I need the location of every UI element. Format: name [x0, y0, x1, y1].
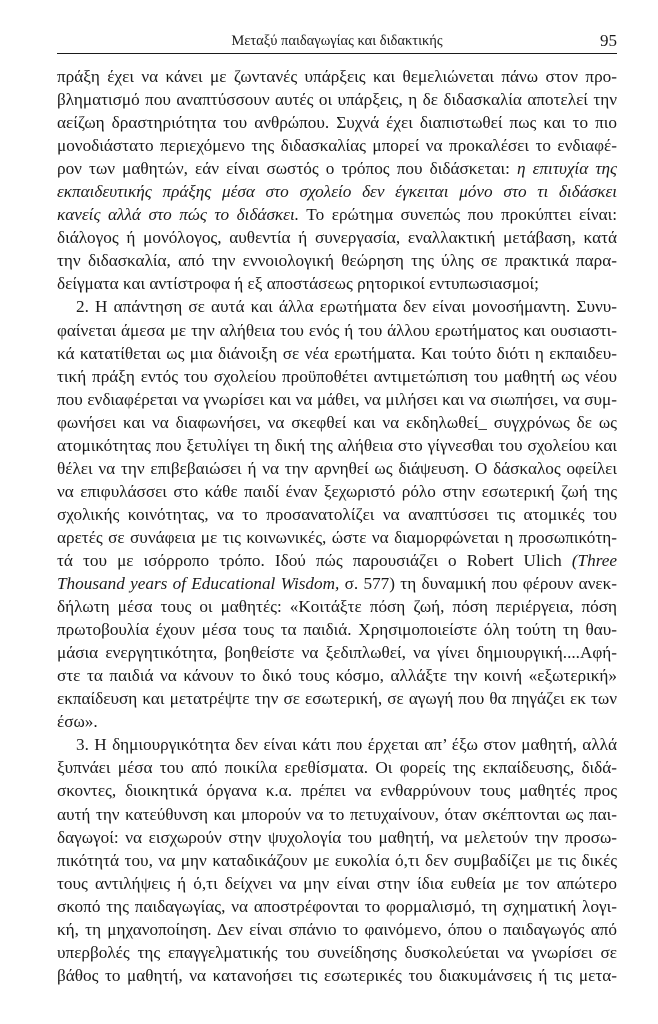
text-segment: να επιφυλάσσει στο κάθε παιδί έναν ξεχωριστό ρόλο στην εσωτερική ζωή της	[57, 481, 617, 501]
text-line	[57, 226, 617, 249]
book-page	[57, 0, 617, 1024]
text-line	[57, 664, 617, 687]
text-line	[57, 572, 617, 595]
text-segment: φωνήσει και να διαφωνήσει, να σκεφθεί και να εκδηλωθεί_ συγχρόνως δε ως	[57, 412, 617, 432]
text-line	[57, 365, 617, 388]
text-segment: διάλογος ή μονόλογος, αυθεντία ή συνεργασία, εναλλακτική μετάβαση, κατά	[57, 228, 617, 248]
text-segment: που ενδιαφέρεται να γνωρίσει και να μάθει, να μιλήσει και να σιωπήσει, να συμ-	[57, 389, 617, 409]
text-line	[57, 826, 617, 849]
text-segment: ξυπνάει μέσα του από ποικίλα ερεθίσματα. Οι φορείς της εκπαίδευσης, διδά-	[57, 758, 617, 778]
text-line	[57, 134, 617, 157]
text-segment: αυτή την κατεύθυνση και μπορούν να το πετυχαίνουν, όταν σκέπτονται ως παι-	[57, 804, 617, 824]
running-title: Μεταξύ παιδαγωγίας και διδακτικής	[231, 33, 443, 49]
text-line	[57, 111, 617, 134]
text-line	[57, 803, 617, 826]
text-segment: τά του με ισόρροπο τρόπο. Ιδού πώς παρουσιάζει ο Robert Ulich	[57, 550, 572, 570]
text-line	[57, 918, 617, 941]
text-segment: στε τα παιδιά να κάνουν το δικό τους κόσμο, αλλάξτε την κοινή «εξωτερική»	[57, 666, 617, 686]
text-segment: εκπαίδευση και μετατρέψτε την σε εσωτερική, σε αγωγή που θα πηγάζει εκ των	[57, 689, 617, 709]
text-segment: 3. Η δημιουργικότητα δεν είναι κάτι που έρχεται απ’ έξω στον μαθητή, αλλά	[76, 735, 617, 755]
text-line	[57, 687, 617, 710]
text-segment: υπερβολές της επαγγελματικής του συνείδησης δυσκολεύεται να γνωρίσει σε	[57, 942, 617, 962]
text-line	[57, 779, 617, 802]
text-line	[57, 526, 617, 549]
text-segment: αείζωη δραστηριότητα του ανθρώπου. Συχνά έχει διαπιστωθεί πως και το πιο	[57, 113, 617, 133]
text-segment: δείγματα και αντίστροφα ή εξ αποστάσεως ρητορικοί εντυπωσιασμοί;	[57, 274, 539, 294]
text-segment: σχολικής κοινότητας, να το προσανατολίζει να αναπτύσσει τις ατομικές του	[57, 504, 617, 524]
running-header	[57, 31, 617, 54]
text-line	[57, 964, 617, 987]
text-line	[57, 480, 617, 503]
text-segment: μάσια ενεργητικότητα, βοηθείστε να ξεδιπλωθεί, να γίνει δημιουργική....Αφή-	[57, 643, 617, 663]
text-line	[57, 65, 617, 88]
text-line	[57, 756, 617, 779]
text-segment: σκοπό της παιδαγωγίας, να αποστρέφονται το φορμαλισμό, τη σχηματική λογι-	[57, 896, 617, 916]
text-segment: κή, τη μηχανοποίηση. Δεν είναι σπάνιο το φαινόμενο, όπου ο παιδαγωγός από	[57, 919, 617, 939]
italic-text-segment: (Three	[571, 550, 617, 570]
text-line	[57, 941, 617, 964]
text-line	[57, 388, 617, 411]
text-line	[57, 319, 617, 342]
text-segment: έσω».	[57, 712, 98, 732]
text-segment: Το ερώτημα συνεπώς που προκύπτει είναι:	[299, 205, 617, 225]
text-segment: βάθος το μαθητή, να κατανοήσει τις εσωτερικές του διακυμάνσεις ή τις μετα-	[57, 965, 617, 985]
text-segment: θέλει να την επιβεβαιώσει ή να την αρνηθεί ως διάψευση. Ο δάσκαλος οφείλει	[57, 458, 617, 478]
text-line	[57, 203, 617, 226]
text-segment: τους αντιλήψεις ή ό,τι δείχνει να μην είναι στην ίδια ευθεία με τον απώτερο	[57, 873, 617, 893]
text-segment: την διδασκαλία, από την εννοιολογική θεώρηση της ύλης σε πρακτικά παρα-	[57, 251, 617, 271]
text-line	[57, 157, 617, 180]
text-line	[57, 895, 617, 918]
text-line	[57, 503, 617, 526]
text-segment: αρετές σε συνάφεια με τις κοινωνικές, ώστε να διαμορφώνεται η προσωπικότη-	[57, 527, 617, 547]
text-line	[57, 411, 617, 434]
text-segment: σ. 577) τη δυναμική που φέρουν ανεκ-	[339, 574, 617, 594]
text-line	[57, 342, 617, 365]
text-line	[57, 641, 617, 664]
italic-text-segment: εκπαιδευτικής πράξης μέσα στο σχολείο δεν έγκειται μόνο στο τι διδάσκει	[57, 182, 617, 202]
text-line	[57, 272, 617, 295]
text-line	[57, 618, 617, 641]
text-segment: σκοντες, διοικητικά όργανα κ.α. πρέπει να ενθαρρύνουν τους μαθητές προς	[57, 781, 617, 801]
text-line	[57, 88, 617, 111]
italic-text-segment: κανείς αλλά στο πώς το διδάσκει.	[57, 205, 300, 225]
text-segment: βληματισμό που αναπτύσσουν αυτές οι υπάρξεις, η δε διδασκαλία αποτελεί την	[57, 90, 617, 110]
text-segment: τική πράξη εντός του σχολείου προϋποθέτει αντιμετώπιση του μαθητή ως νέου	[57, 366, 617, 386]
text-line	[57, 295, 617, 318]
italic-text-segment: η επιτυχία της	[517, 159, 617, 179]
text-segment: 2. Η απάντηση σε αυτά και άλλα ερωτήματα δεν είναι μονοσήμαντη. Συνυ-	[76, 297, 617, 317]
text-segment: δαγωγοί: να εισχωρούν στην ψυχολογία του μαθητή, να μελετούν την προσω-	[57, 827, 617, 847]
text-line	[57, 457, 617, 480]
text-line	[57, 180, 617, 203]
text-line	[57, 733, 617, 756]
text-segment: πράξη έχει να κάνει με ζωντανές υπάρξεις και θεμελιώνεται πάνω στον προ-	[57, 67, 617, 86]
page-number: 95	[600, 31, 617, 50]
text-line	[57, 710, 617, 733]
text-segment: δήλωτη μέσα τους οι μαθητές: «Κοιτάξτε πόση ζωή, πόση περιέργεια, πόση	[57, 597, 617, 617]
text-line	[57, 249, 617, 272]
body-text	[57, 65, 617, 987]
text-line	[57, 549, 617, 572]
text-line	[57, 434, 617, 457]
text-line	[57, 872, 617, 895]
italic-text-segment: Thousand years of Educational Wisdom,	[57, 574, 340, 594]
text-line	[57, 849, 617, 872]
text-segment: πικότητά του, να μην καταδικάζουν με ευκολία ό,τι δεν συμβαδίζει με τις δικές	[57, 850, 617, 870]
text-segment: κά κατατίθεται ως μια διάνοιξη σε νέα ερωτήματα. Και τούτο διότι η εκπαιδευ-	[57, 343, 617, 363]
text-segment: μονοδιάστατο περιεχόμενο της διδασκαλίας μπορεί να προκαλέσει το ενδιαφέ-	[57, 136, 617, 156]
text-segment: πρωτοβουλία έχουν μέσα τους τα παιδιά. Χρησιμοποιείστε όλη τούτη τη θαυ-	[57, 620, 617, 640]
text-segment: φαίνεται άμεσα με την αλήθεια του ενός ή του άλλου ερωτήματος και ουσιαστι-	[57, 320, 617, 340]
text-segment: ατομικότητας που ξετυλίγει τη δική της αλήθεια στο γίγνεσθαι του σχολείου και	[57, 435, 617, 455]
text-line	[57, 595, 617, 618]
text-segment: ρον των μαθητών, εάν είναι σωστός ο τρόπος που διδάσκεται:	[57, 159, 518, 179]
